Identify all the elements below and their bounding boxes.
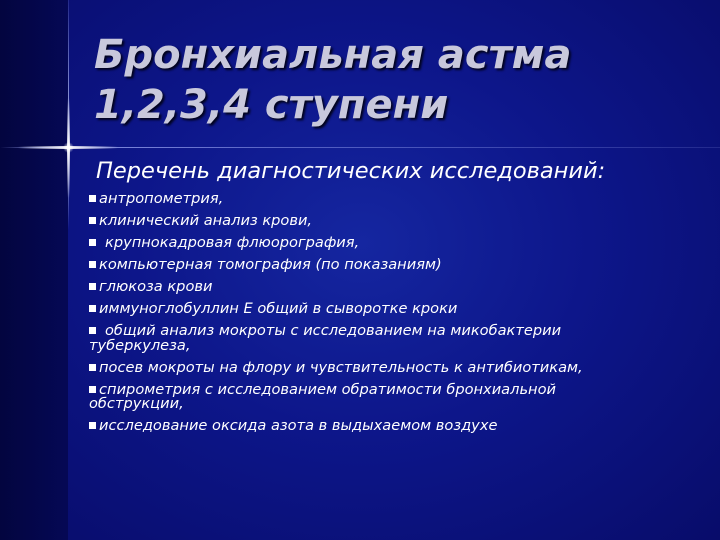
list-item-text: исследование оксида азота в выдыхаемом воздухе — [99, 417, 498, 434]
left-band — [0, 0, 68, 540]
list-item-text: спирометрия с исследованием обратимости бронхиальной обструкции, — [89, 380, 557, 412]
square-bullet-icon — [89, 422, 96, 429]
list-item-text: посев мокроты на флору и чувствительность к антибиотикам, — [99, 358, 583, 376]
list-item-text: компьютерная томография (по показаниям) — [99, 256, 442, 273]
title-line-1: Бронхиальная астма — [94, 32, 572, 78]
list-item-text: общий анализ мокроты с исследованием на микобактерии туберкулеза, — [89, 322, 562, 354]
list-item-text: антропометрия, — [99, 190, 224, 207]
square-bullet-icon — [89, 327, 96, 334]
square-bullet-icon — [89, 305, 96, 312]
slide-title — [94, 30, 694, 130]
square-bullet-icon — [89, 386, 96, 393]
list-item — [89, 236, 649, 251]
slide-subtitle: Перечень диагностических исследований: — [96, 158, 606, 184]
list-item-text: крупнокадровая флюорография, — [105, 234, 360, 251]
list-item — [89, 419, 649, 434]
square-bullet-icon — [89, 261, 96, 268]
square-bullet-icon — [89, 239, 96, 246]
square-bullet-icon — [89, 364, 96, 371]
list-item — [89, 214, 649, 229]
list-item — [89, 258, 649, 273]
list-item — [89, 192, 649, 207]
list-item — [89, 358, 649, 376]
list-item — [89, 324, 649, 353]
list-item — [89, 380, 649, 412]
title-line-2: 1,2,3,4 ступени — [94, 82, 449, 128]
square-bullet-icon — [89, 283, 96, 290]
list-item — [89, 302, 649, 317]
square-bullet-icon — [89, 195, 96, 202]
diagnostics-list — [89, 192, 649, 441]
list-item-text: иммуноглобуллин Е общий в сыворотке кроки — [99, 300, 458, 317]
square-bullet-icon — [89, 217, 96, 224]
list-item-text: глюкоза крови — [99, 278, 213, 295]
list-item — [89, 280, 649, 295]
list-item-text: клинический анализ крови, — [99, 212, 313, 229]
sparkle-star-icon — [63, 142, 74, 153]
